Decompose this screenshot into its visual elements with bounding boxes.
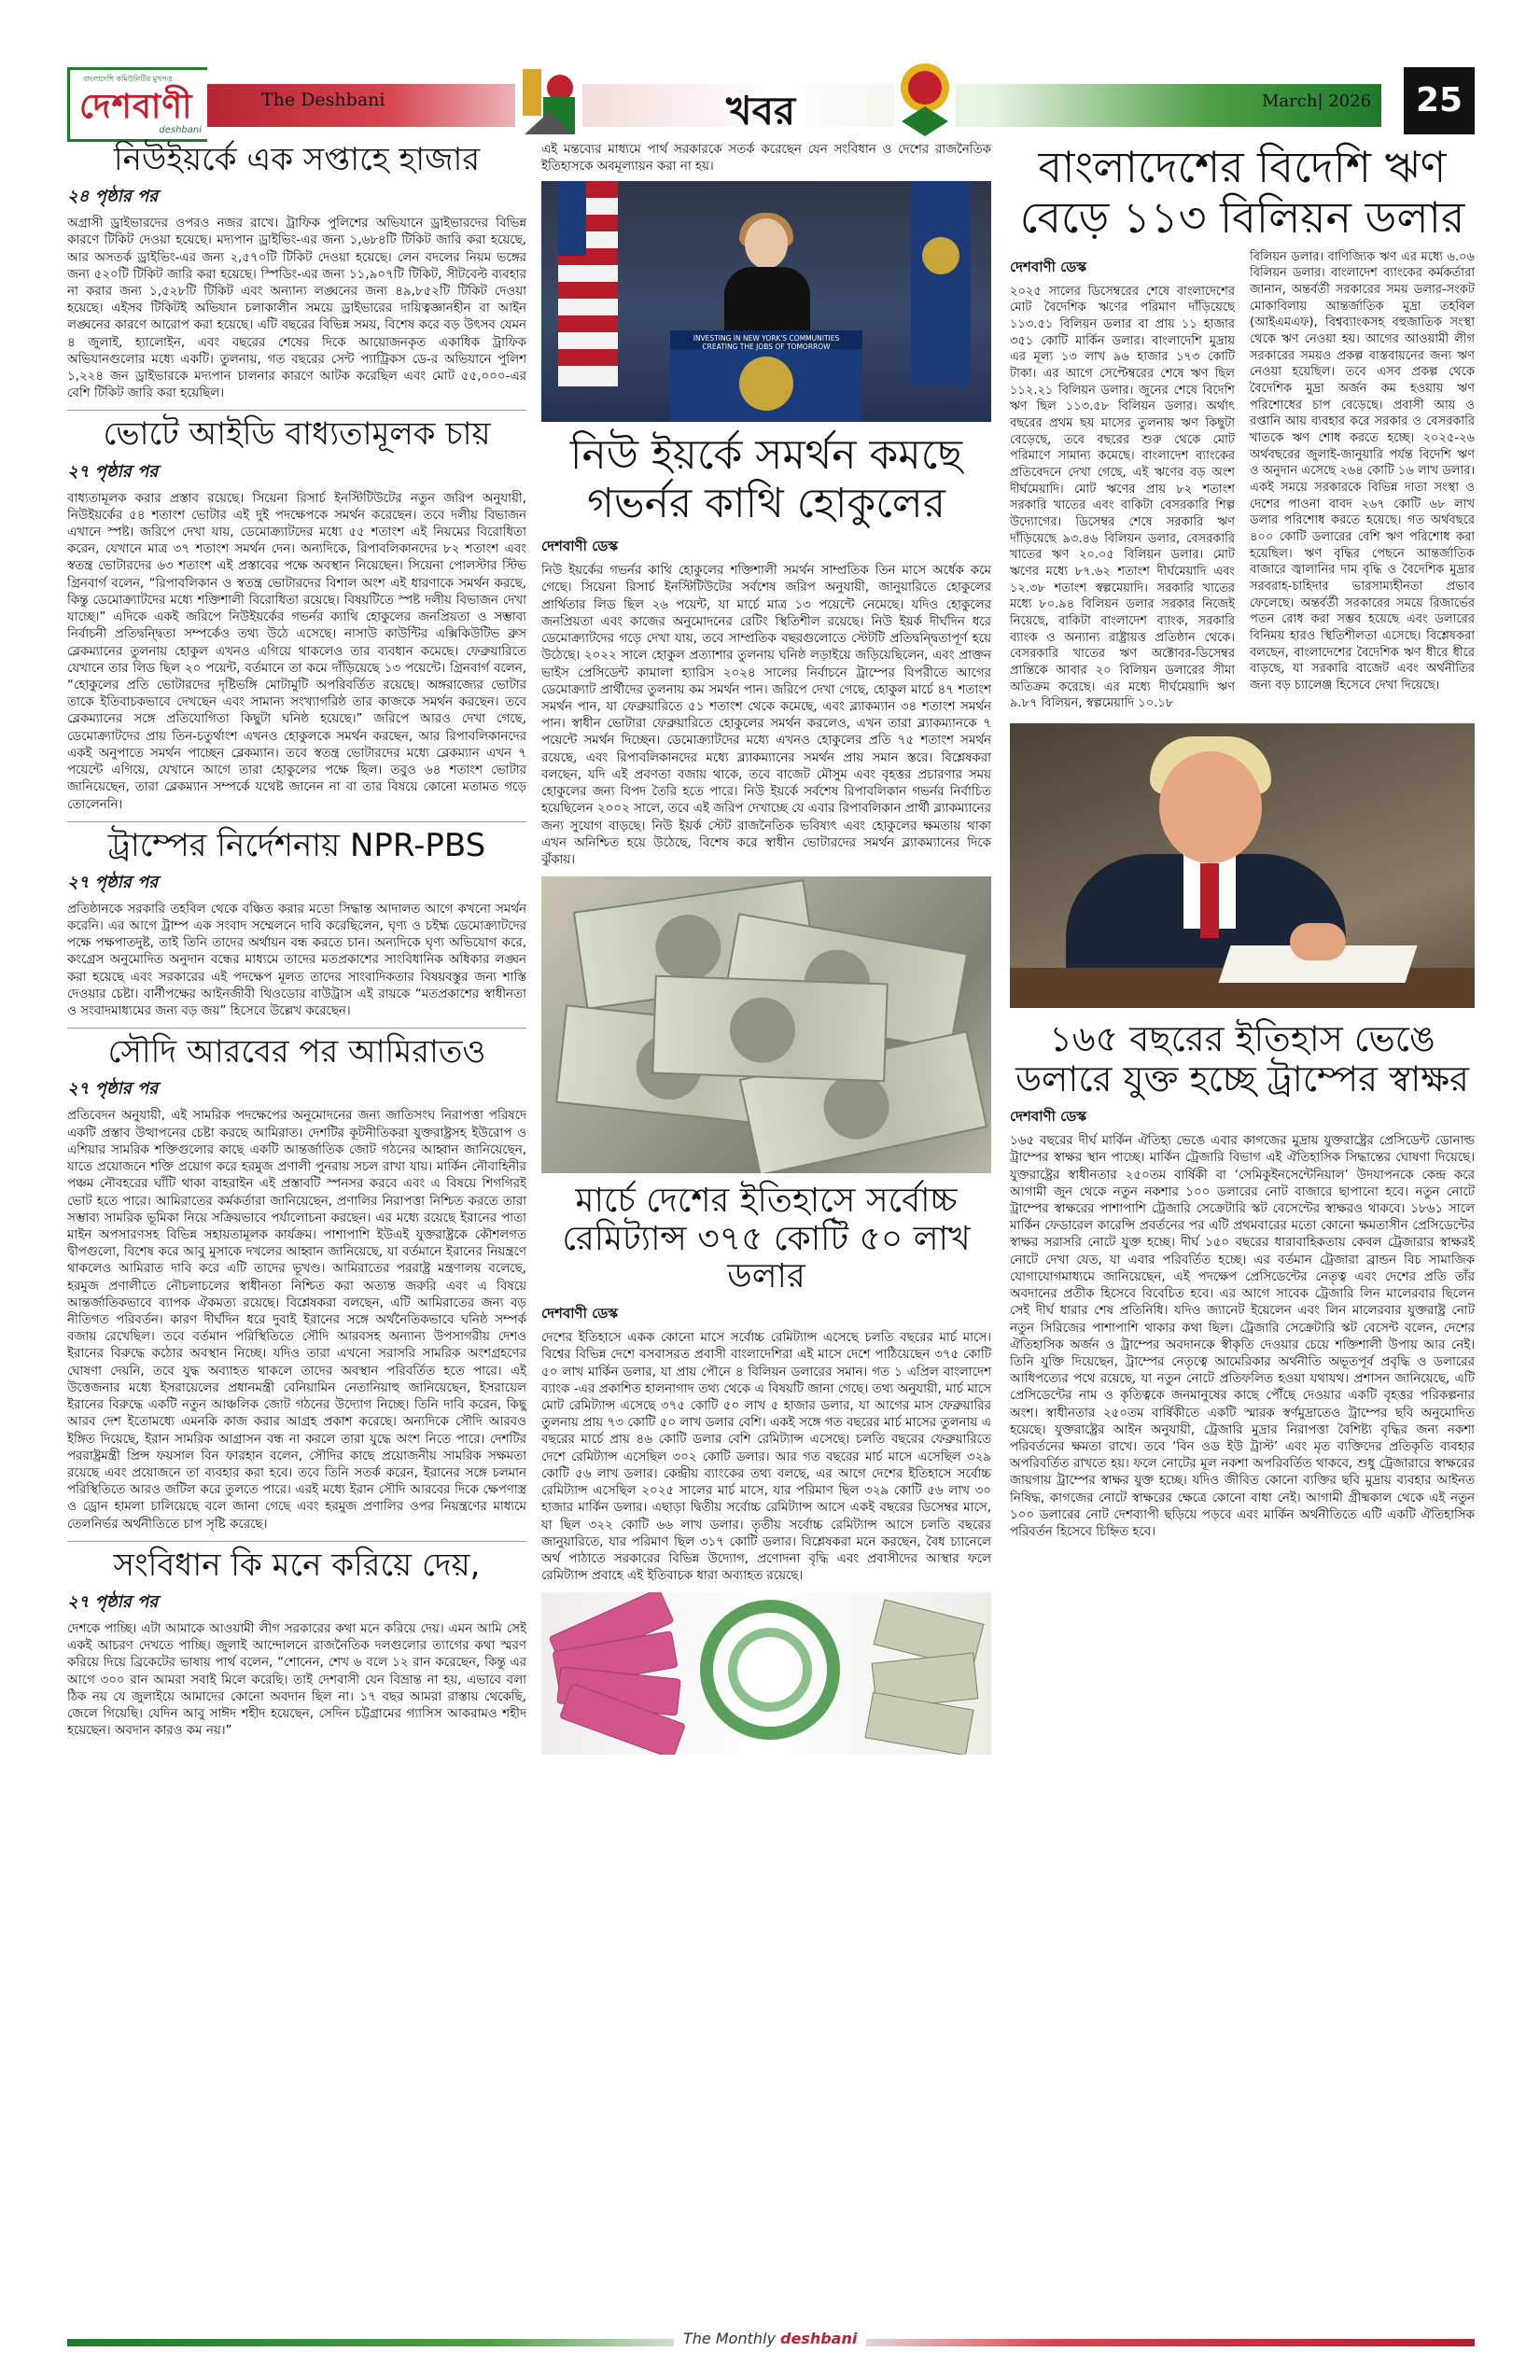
article-remittance — [541, 1183, 991, 1585]
divider — [67, 821, 526, 822]
article-body: দেশের ইতিহাসে একক কোনো মাসে সর্বোচ্চ রেমিট্যান্স এসেছে চলতি বছরের মার্চ মাসে। বিশ্বের বিভিন্ন দেশে বসবাসরত প্রবাসী বাংলাদেশিরা এই মাসে দেশে পাঠিয়েছেন ৩৭৫ কোটি ৫০ লাখ মার্কিন ডলার, যা প্রায় পৌনে ৪ বিলিয়ন ডলারের সমান। গত ১ এপ্রিল বাংলাদেশ ব্যাংক -এর প্রকাশিত হালনাগাদ তথ্য থেকে এ বিষয়টি জানা গেছে। তথ্য অনুযায়ী, মার্চ মাসে মোট রেমিট্যান্স এসেছে ৩৭৫ কোটি ৫০ লাখ ৫ হাজার ডলার, যা আগের মাস ফেব্রুয়ারির তুলনায় প্রায় ৭৩ কোটি ৫০ লাখ ডলার বেশি। একই সঙ্গে গত বছরের মার্চ মাসের তুলনায় এ বছরের মার্চে প্রায় ৪৬ কোটি ডলার বেশি রেমিট্যান্স এসেছে। চলতি বছরের ফেব্রুয়ারিতে দেশে রেমিট্যান্স এসেছিল ৩০২ কোটি ডলার। আর গত বছরের মার্চ মাসে এসেছিল ৩২৯ কোটি ৫৬ লাখ ডলার। কেন্দ্রীয় ব্যাংকের তথ্য বলছে, এর আগে দেশের ইতিহাসে সর্বোচ্চ রেমিট্যান্স এসেছিল ২০২৫ সালের মার্চ মাসে, যার পরিমাণ ছিল ৩২৯ কোটি ৫৬ লাখ ৩০ হাজার মার্কিন ডলার। এছাড়া দ্বিতীয় সর্বোচ্চ রেমিট্যান্স আসে একই বছরের ডিসেম্বর মাসে, যা ছিল ৩২২ কোটি ৬৬ লাখ ডলার। তৃতীয় সর্বোচ্চ রেমিট্যান্স আসে চলতি বছরের জানুয়ারিতে, যার পরিমাণ ছিল ৩১৭ কোটি ডলার। বিশ্লেষকরা মনে করছেন, বৈধ চ্যানেলে অর্থ পাঠাতে সরকারের বিভিন্ন উদ্যোগ, প্রণোদনা বৃদ্ধি এবং প্রবাসীদের আস্থার ফলে রেমিট্যান্স প্রবাহে এই ইতিবাচক ধারা অব্যাহত রয়েছে। — [541, 1331, 991, 1584]
dollar-note — [864, 1692, 973, 1755]
divider — [67, 1541, 526, 1542]
byline: দেশবাণী ডেস্ক — [1010, 258, 1087, 275]
article-trump-signature — [1010, 1019, 1475, 1541]
article-body: অগ্রাসী ড্রাইভারদের ওপরও নজর রাখে। ট্রাফিক পুলিশের অভিযানে ড্রাইভারদের বিভিন্ন কারণে টিকিট দেওয়া হয়েছে। মদ্যপান ড্রাইভিং-এর জন্য ১,৬৮৪টি টিকিট জারি করা হয়েছে, আর অসতর্ক ড্রাইভিং-এর জন্য ২,৫৭০টি টিকিট দেওয়া হয়েছে। লেন বদলের নিয়ম ভঙ্গের জন্য ৫২০টি টিকিট জারি করা হয়েছে। স্পিডিং-এর জন্য ১১,৯০৭টি টিকিট, সীটবেল্ট ব্যবহার না করার জন্য ১,৫২৮টি টিকিট এবং অন্যান্য লঙ্ঘনের জন্য ৪৯,৮৫২টি টিকিট দেওয়া হয়েছে। এইসব টিকিটই অভিযান চলাকালীন সময়ে ড্রাইভারের দায়িত্বজ্ঞানহীন বা আইন লঙ্ঘনের কারণে আরোপ করা হয়েছে। এটি বছরের বিভিন্ন সময়, বিশেষ করে বড় উৎসব যেমন ৪ জুলাই, হ্যালোইন, এবং বছরের শেষের দিকে আয়োজনকৃত একাধিক ট্রাফিক অভিযানগুলোর মধ্যে একটি। তুলনায়, গত বছরের সেন্ট প্যাট্রিকস ডে-র অভিযানে পুলিশ ১,২২৪ জন ড্রাইভারকে মদ্যপান চালনার কারণে আটক করেছিল এবং মোট ৫৫,০০০-এর বেশি টিকিট জারি করা হয়েছিল। — [67, 217, 526, 401]
article-foreign-debt — [1010, 142, 1475, 712]
hand — [1290, 923, 1346, 960]
article-npr-pbs — [67, 828, 526, 1021]
article-body: ১৬৫ বছরের দীর্ঘ মার্কিন ঐতিহ্য ভেঙে এবার কাগজের মুদ্রায় যুক্তরাষ্ট্রের প্রেসিডেন্ট ডোনাল্ড ট্রাম্পের স্বাক্ষর স্থান পাচ্ছে। মার্কিন ট্রেজারি বিভাগ এই ঐতিহাসিক সিদ্ধান্তের ঘোষণা দিয়েছে। যুক্তরাষ্ট্রের স্বাধীনতার ২৫০তম বার্ষিকী বা ‘সেমিকুইনসেন্টেনিয়াল’ উদযাপনকে কেন্দ্র করে আগামী জুন থেকে নতুন নকশার ১০০ ডলারের নোট বাজারে ছাপানো হবে। নতুন নোটে ট্রাম্পের স্বাক্ষরের পাশাপাশি ট্রেজারি সেক্রেটারি স্কট বেসেন্টের স্বাক্ষরও থাকবে। ১৮৬১ সালে মার্কিন ফেডারেল কারেন্সি প্রবর্তনের পর এটি প্রথমবারের মতো কোনো ক্ষমতাসীন প্রেসিডেন্টের স্বাক্ষর সরাসরি নোটে যুক্ত হচ্ছে। দীর্ঘ ১৫০ বছরের ধারাবাহিকতায় কেবল ট্রেজারার স্বাক্ষরই নোটে দেখা যেত, যা এবার পরিবর্তিত হচ্ছে। এর বর্তমান ট্রেজারা ব্রান্ডন বিচ সামাজিক যোগাযোগমাধ্যমে জানিয়েছেন, এই পদক্ষেপ প্রেসিডেন্টের নেতৃত্ব এবং দেশের প্রতি তাঁর অবদানের প্রতীক হিসেবে বিবেচিত হবে। এর আগে সাবেক ট্রেজারি লিন মালেরবার ছিলেন সেই দীর্ঘ ধারার শেষ প্রতিনিধি। যদিও জ্যানেট ইয়েলেন এবং লিন মালেরবার যুক্তরাষ্ট্র নোট নতুন সিরিজের পাশাপাশি থাকার কথা ছিল। ট্রেজারি সেক্রেটারি স্কট বেসেন্ট বলেন, দেশের ঐতিহাসিক অর্জন ও ট্রাম্পের অবদানকে স্বীকৃতি দেওয়ার চেয়ে শক্তিশালী উপায় আর নেই। তিনি যুক্তি দিয়েছেন, ট্রাম্পের নেতৃত্বে আমেরিকার অর্থনীতি অভূতপূর্ব প্রবৃদ্ধি ও ডলারের আধিপত্যের পথে রয়েছে, যা নতুন নোটে প্রতিফলিত হওয়া যথাযথ। প্রশাসন জানিয়েছে, এটি প্রেসিডেন্টের নাম ও কৃতিত্বকে জনমানুষের কাছে পৌঁছে দেওয়ার একটি বৃহত্তর পরিকল্পনার অংশ। স্বাধীনতার ২৫০তম বার্ষিকীতে একটি স্মারক স্বর্ণমুদ্রাতেও ট্রাম্পের ছবি অনুমোদিত হয়েছে। যুক্তরাষ্ট্রের আইন অনুযায়ী, ট্রেজারি মুদ্রার নিরাপত্তা বৈশিষ্ট্য বৃদ্ধির জন্য নকশা পরিবর্তনের ক্ষমতা রাখে। তবে ‘বিন ওড ইউ ট্রাস্ট’ এবং মৃত ব্যক্তিদের প্রতিকৃতি ব্যবহার অপরিবর্তিত রাখতে হয়। ফলে নোটের মূল নকশা অপরিবর্তিত থাকবে, শুধু ট্রেজারারে স্বাক্ষরের জায়গায় ট্রাম্পের স্বাক্ষর যুক্ত হচ্ছে। যদিও জীবিত কোনো ব্যক্তির ছবি মুদ্রায় ব্যবহার আইনত নিষিদ্ধ, কাগজের নোটে স্বাক্ষরের ক্ষেত্রে কোনো বাধা নেই। আগামী গ্রীষ্মকাল থেকে এই নতুন ১০০ ডলারের নোট দেশব্যাপী ছড়িয়ে পড়বে এবং মার্কিন অর্থনীতিতে এটি একটি ঐতিহাসিক পরিবর্তন হিসেবে চিহ্নিত হবে। — [1010, 1134, 1475, 1540]
article-body-continued: বিলিয়ন ডলার। বাণিজ্যিক ঋণ এর মধ্যে ৬.০৬ বিলিয়ন ডলার। বাংলাদেশ ব্যাংকের কর্মকর্তারা জানান, অন্তর্বর্তী সরকারের সময় ডলার-সংকট মোকাবিলায় আন্তর্জাতিক মুদ্রা তহবিল (আইএমএফ), বিশ্বব্যাংকসহ বহুজাতিক সংস্থা থেকে ঋণ নেওয়া হয়। আগের আওয়ামী লীগ সরকারের সময়ও প্রকল্প বাস্তবায়নের জন্য ঋণ নেওয়া হয়েছিল। তবে এসব প্রকল্প থেকে বৈদেশিক মুদ্রা অর্জন কম হওয়ায় ঋণ পরিশোধের চাপ বেড়েছে। প্রবাসী আয় ও রপ্তানি আয় ব্যবহার করে সরকার ও বেসরকারি খাতকে ঋণ শোধ করতে হচ্ছে। ২০২৫-২৬ অর্থবছরের জুলাই-জানুয়ারি পর্যন্ত বিদেশি ঋণ ও অনুদান এসেছে ২৬৪ কোটি ১৬ লাখ ডলার। একই সময়ে সরকারকে বিভিন্ন দাতা সংস্থা ও দেশের পাওনা বাবদ ২৬৭ কোটি ৬৮ লাখ ডলার পরিশোধ করতে হয়েছে। গত অর্থবছরে ৪০০ কোটি ডলারের বেশি ঋণ পরিশোধ করা হয়েছিল। ঋণ বৃদ্ধির পেছনে আন্তর্জাতিক বাজারে জ্বালানির দাম বৃদ্ধি ও বৈদেশিক মুদ্রার সরবরাহ-চাহিদার ভারসাম্যহীনতা প্রভাব ফেলেছে। অন্তর্বর্তী সরকারের সময়ে রিজার্ভের পতন রোধ করা সম্ভব হয়েছে এবং ডলারের বিনিময় হারও স্থিতিশীলতা এসেছে। বিশ্লেষকরা বলছেন, বাংলাদেশের বৈদেশিক ঋণ ধীরে ধীরে বাড়ছে, যা সরকারি বাজেট এবং অর্থনীতির জন্য বড় চ্যালেঞ্জ হিসেবে দেখা দিয়েছে। — [1250, 249, 1475, 693]
left-column — [67, 142, 526, 1740]
divider — [67, 1028, 526, 1029]
section-title: খবর — [726, 88, 796, 133]
byline: দেশবাণী ডেস্ক — [541, 538, 619, 555]
ny-state-flag-icon — [911, 181, 971, 386]
debt-columns — [1010, 249, 1475, 712]
byline: দেশবাণী ডেস্ক — [541, 1305, 619, 1323]
lead-text: এই মন্তব্যের মাধ্যমে পার্থ সরকারকে সতর্ক করেছেন যেন সংবিধান ও দেশের রাজনৈতিক ইতিহাসকে অবমূল্যায়ন করা না হয়। — [541, 143, 991, 175]
tie — [1200, 863, 1219, 938]
speaker-head — [745, 218, 788, 269]
continued-from: ২৭ পৃষ্ঠার পর — [67, 1591, 159, 1612]
article-body: প্রতিবেদন অনুযায়ী, এই সামরিক পদক্ষেপের অনুমোদনের জন্য জাতিসংঘ নিরাপত্তা পরিষদে একটি প্রস্তাব উত্থাপনের চেষ্টা করছে আমিরাত। দেশটির কূটনীতিকরা যুক্তরাষ্ট্রসহ ইউরোপ ও এশিয়ার সামরিক শক্তিগুলোর কাছে একটি আন্তর্জাতিক জোট গঠনের আহ্বান জানিয়েছেন, যাতে প্রয়োজনে শক্তি প্রয়োগ করে হরমুজ প্রণালী পুনরায় সচল রাখা যায়। মার্কিন নৌবাহিনীর পঞ্চম নৌবহরের ঘাঁটি থাকা বাহরাইন এই প্রস্তাবটি স্পনসর করবে এবং এ বিষয়ে শিগগিরই ভোট হতে পারে। আমিরাতের কর্মকর্তারা জানিয়েছেন, প্রণালির নিরাপত্তা নিশ্চিত করতে তারা সম্ভাব্য সামরিক ভূমিকা নিয়ে সক্রিয়ভাবে পর্যালোচনা করছেন। এর মধ্যে রয়েছে ইরানের পাতা মাইন অপসারণসহ বিভিন্ন সহায়তামূলক কার্যক্রম। পাশাপাশি ইউএই যুক্তরাষ্ট্রকে কৌশলগত দ্বীপগুলো, বিশেষ করে আবু মুসাকে দখলের আহ্বান জানিয়েছে, যা বর্তমানে ইরানের নিয়ন্ত্রণে থাকলেও আমিরাত দাবি করে এটি তাদের ভূখণ্ড। আমিরাতের পররাষ্ট্র মন্ত্রণালয় বলেছে, হরমুজ প্রণালীতে নৌচলাচলের স্বাধীনতা নিশ্চিত করা অত্যন্ত জরুরি এবং এ বিষয়ে আন্তর্জাতিকভাবে ব্যাপক ঐকমত্য রয়েছে। বিশ্লেষকরা বলছেন, এটি আমিরাতের জন্য বড় নীতিগত পরিবর্তন। কারণ দীর্ঘদিন ধরে দুবাই ইরানের সঙ্গে অর্থনৈতিকভাবে ঘনিষ্ঠ সম্পর্ক বজায় রেখেছিল। তবে বর্তমান পরিস্থিতিতে সৌদি আরবসহ অন্যান্য উপসাগরীয় দেশও ইরানের বিরুদ্ধে কঠোর অবস্থান নিচ্ছে। যদিও তারা এখনো সরাসরি সামরিক অংশগ্রহণের ঘোষণা দেয়নি, তবে যুদ্ধ অব্যাহত থাকলে তাদের অবস্থান পরিবর্তিত হতে পারে। এই উত্তেজনার মধ্যে ইসরায়েলের প্রধানমন্ত্রী বেনিয়ামিন নেতানিয়াহু জানিয়েছেন, ইসরায়েল ইরানের বিরুদ্ধে একটি নতুন আঞ্চলিক জোট গঠনের উদ্যোগ নিচ্ছে। তিনি দাবি করেন, কিছু আরব দেশ ইতোমধ্যে এমনকি কাজ করার আগ্রহ প্রকাশ করেছে। অন্যদিকে সৌদি আরবও ইঙ্গিত দিয়েছে, ইরান সামরিক আগ্রাসন বন্ধ না করলে তারা যুদ্ধে অংশ নিতে পারে। দেশটির পররাষ্ট্রমন্ত্রী প্রিন্স ফয়সাল বিন ফারহান বলেন, সৌদির কাছে প্রয়োজনীয় সামরিক সক্ষমতা রয়েছে এবং প্রয়োজনে তা ব্যবহার করা হবে। তবে তিনি সতর্ক করেন, ইরানের সঙ্গে চলমান পরিস্থিতিতে আরও জটিল করে তুলতে পারে। এরই মধ্যে ইরান সৌদি আরবের দিকে ক্ষেপণাস্ত্র ও ড্রোন হামলা চালিয়েছে বলে জানা গেছে এবং হরমুজ প্রণালির ওপর নিয়ন্ত্রণের মাধ্যমে তেলনির্ভর অর্থনীতিতে চাপ সৃষ্টি করেছে। — [67, 1109, 526, 1532]
us-flag-icon — [558, 181, 618, 386]
debt-column-1 — [1010, 249, 1235, 712]
dollar-bill — [651, 975, 889, 1083]
article-title[interactable]: সংবিধান কি মনে করিয়ে দেয়, — [113, 1546, 481, 1584]
footer-text — [674, 2330, 866, 2347]
middle-column — [541, 142, 991, 1755]
trump-signing-photo[interactable] — [1010, 723, 1475, 1008]
footer-prefix: The Monthly — [683, 2330, 776, 2347]
dollar-bills-photo[interactable] — [541, 876, 991, 1173]
podium-banner-text: INVESTING IN NEW YORK'S COMMUNITIES CREATING THE JOBS OF TOMORROW — [693, 334, 840, 352]
article-body: প্রতিষ্ঠানকে সরকারি তহবিল থেকে বঞ্চিত করার মতো সিদ্ধান্ত আদালত আগে কখনো সমর্থন করেনি। এর আগে ট্রাম্প এক সংবাদ সম্মেলনে দাবি করেছিলেন, ঘৃণ্য ও চইহ্ম ডেমোক্র্যাটদের পক্ষে পক্ষপাতদুষ্ট, তাই তিনি তাদের অর্থায়ন বন্ধ করতে চান। অন্যদিকে ঘৃণ্য অভিযোগ করে, কংগ্রেস অনুমোদিত অনুদান বন্ধের মাধ্যমে তাদের মতপ্রকাশের সাংবিধানিক অধিকার লঙ্ঘন করা হয়েছে এবং সরকারের এই পদক্ষেপ মূলত তাদের সাংবাদিকতার বিষয়বস্তুর জন্য শাস্তি দেওয়ার চেষ্টা। বার্নীপক্ষের আইনজীবী থিওডোর বাউট্রাস এই রায়কে “মতপ্রকাশের স্বাধীনতা ও সংবাদমাধ্যমের জন্য বড় জয়” হিসেবে উল্লেখ করেছেন। — [67, 902, 526, 1019]
continued-from: ২৭ পৃষ্ঠার পর — [67, 1079, 159, 1099]
article-title[interactable]: সৌদি আরবের পর আমিরাতও — [107, 1033, 486, 1071]
footer-brand: deshbani — [780, 2330, 858, 2347]
head — [1159, 751, 1262, 863]
right-column — [1010, 142, 1475, 1541]
continued-from: ২৪ পৃষ্ঠার পর — [67, 187, 159, 207]
divider — [67, 410, 526, 411]
byline: দেশবাণী ডেস্ক — [1010, 1108, 1087, 1126]
article-title[interactable]: বাংলাদেশের বিদেশি ঋণ বেড়ে ১১৩ বিলিয়ন ডলার — [1019, 142, 1465, 244]
article-title[interactable]: ১৬৫ বছরের ইতিহাস ভেঙে ডলারে যুক্ত হচ্ছে ট্রাম্পের স্বাক্ষর — [1015, 1018, 1469, 1099]
article-title[interactable]: নিউ ইয়র্কে সমর্থন কমছে গভর্নর কাথি হোকুলের — [569, 431, 963, 528]
article-body: ২০২৫ সালের ডিসেম্বরের শেষে বাংলাদেশের মোট বৈদেশিক ঋণের পরিমাণ দাঁড়িয়েছে ১১৩.৫১ বিলিয়ন ডলার বা প্রায় ১১ হাজার ৩৫১ কোটি মার্কিন ডলার। বাংলাদেশি মুদ্রায় এর মূল্য ১৩ লাখ ৯৬ হাজার ১৭৩ কোটি টাকা। এর আগে সেপ্টেম্বরের শেষে ঋণ ছিল ১১২.২১ বিলিয়ন ডলার। জুনের শেষে বিদেশি ঋণ ছিল ১১৩.৫৮ বিলিয়ন ডলার। অর্থাৎ বছরের প্রথম ছয় মাসের তুলনায় ঋণ কিছুটা বেড়েছে, তবে বছরের শুরু থেকে মোট পরিমাণে সামান্য কমেছে। বাংলাদেশ ব্যাংকের প্রতিবেদনে দেখা গেছে, এই ঋণের বড় অংশ দীর্ঘমেয়াদি। মোট ঋণের প্রায় ৮২ শতাংশ সরকারি খাতের এবং বাকিটা বেসরকারি শিল্প উদ্যোগের। ডিসেম্বর শেষে সরকারি ঋণ দাঁড়িয়েছে ৯৩.৪৬ বিলিয়ন ডলার, বেসরকারি খাতের ঋণ ২০.০৫ বিলিয়ন ডলার। মোট ঋণের মধ্যে ৮৭.৬২ শতাংশ দীর্ঘমেয়াদি এবং ১২.৩৮ শতাংশ স্বল্পমেয়াদি। সরকারি খাতের মধ্যে ৮০.৯৪ বিলিয়ন ডলার সরকার নিজেই নিয়েছে, বাকিটা বাংলাদেশ ব্যাংক, সরকারি ব্যাংক ও অন্যান্য রাষ্ট্রায়ত্ত প্রতিষ্ঠান থেকে। বেসরকারি খাতের ঋণ অক্টোবর-ডিসেম্বর প্রান্তিকে আবার ২০ বিলিয়ন ডলারের সীমা অতিক্রম করেছে। এর মধ্যে দীর্ঘমেয়াদি ঋণ ৯.৮৭ বিলিয়ন, স্বল্পমেয়াদি ১০.১৮ — [1010, 284, 1235, 711]
independence-emblem-icon — [515, 60, 582, 144]
article-body: দেশকে পাচ্ছি। এটা আমাকে আওয়ামী লীগ সরকারের কথা মনে করিয়ে দেয়। এমন আমি সেই একই আচরণ দেখতে পাচ্ছি। জুলাই আন্দোলনে রাজনৈতিক দলগুলোর ত্যাগের কথা স্মরণ করিয়ে দিয়ে ব্রিকেটের ভাষায় পার্থ বলেন, “শোনেন, শেখ ৬ বলে ১২ রান করেছেন, কিন্তু এর আগে ৩০০ রান আমরা সবাই মিলে করেছি। তাই দেশবাসী যেন বিভ্রান্ত না হয়, এভাবে বলা ঠিক নয় যে জুলাইয়ে আমাদের কোনো অবদান ছিল না। ১৭ বছর আমরা রাস্তায় থেকেছি, জেলে গিয়েছি। যেদিন আবু সাঈদ শহীদ হয়েছেন, সেদিন চট্টগ্রামের গ্যাসিস আকরামও শহীদ হয়েছেন। অবদান কারও কম নয়।” — [67, 1621, 526, 1739]
article-uae — [67, 1034, 526, 1533]
debt-column-2 — [1250, 249, 1475, 712]
logo-text: দেশবাণী — [79, 87, 193, 126]
hochul-photo[interactable] — [541, 181, 991, 422]
logo-sub: deshbani — [159, 125, 202, 135]
bank-logo-inner — [728, 1628, 812, 1712]
issue-date: March| 2026 — [1262, 91, 1372, 111]
article-title[interactable]: মার্চে দেশের ইতিহাসে সর্বোচ্চ রেমিট্যান্স ৩৭৫ কোটি ৫০ লাখ ডলার — [562, 1182, 971, 1295]
logo[interactable] — [67, 67, 207, 142]
paper-name: The Deshbani — [261, 90, 385, 110]
remittance-photo[interactable] — [541, 1592, 991, 1755]
article-constitution — [67, 1547, 526, 1741]
article-nyc-tickets — [67, 142, 526, 402]
footer — [67, 2330, 1475, 2350]
continued-from: ২৭ পৃষ্ঠার পর — [67, 872, 159, 892]
article-title[interactable]: ট্রাম্পের নির্দেশনায় NPR-PBS — [107, 826, 486, 864]
new-year-emblem-icon — [894, 56, 956, 138]
article-body: নিউ ইয়র্কের গভর্নর কাথি হোকুলের শক্তিশালী সমর্থন সাম্প্রতিক তিন মাসে অর্ধেক কমে গেছে। সিয়েনা রিসার্চ ইনস্টিটিউটের সর্বশেষ জরিপ অনুযায়ী, জানুয়ারিতে হোকুলের প্রার্থিতার লিড ছিল ২৬ পয়েন্ট, যা মার্চে মাত্র ১৩ পয়েন্টে নেমেছে। যদিও হোকুলের জনপ্রিয়তা এবং কাজের অনুমোদনের রেটিং স্থিতিশীল রয়েছে। নিউ ইয়র্ক দীর্ঘদিন ধরে ডেমোক্র্যাটদের গড়ে দেখা যায়, তবে সাম্প্রতিক বছরগুলোতে স্টেটটি প্রতিদ্বন্দ্বিতাপূর্ণ হয়ে উঠেছে। ২০২২ সালে হোকুল প্রত্যাশার তুলনায় ঘনিষ্ঠ লড়াইয়ে জড়িয়েছিলেন, এবং প্রাক্তন ভাইস প্রেসিডেন্ট কামালা হ্যারিস ২০২৪ সালের নির্বাচনে ট্রাম্পের বিপরীতে আগের ডেমোক্র্যাট প্রার্থীদের তুলনায় কম সমর্থন পান। জরিপে দেখা গেছে, হোকুল মার্চে ৪৭ শতাংশ সমর্থন পান, যা ফেব্রুয়ারিতে ৫১ শতাংশ থেকে কমেছে, এবং ব্ল্যাকম্যান ৩৪ শতাংশ সমর্থন পান। স্বাধীন ভোটারা ফেব্রুয়ারিতে হোকুলের সমর্থন করলেও, এখন তারা ব্ল্যাকম্যানকে ৭ পয়েন্টে সমর্থন দিচ্ছেন। ডেমোক্র্যাটদের মধ্যে এখনও হোকুলের প্রতি ৭৫ শতাংশ সমর্থন রয়েছে, এবং রিপাবলিকানদের মধ্যে ব্ল্যাকম্যানের সমর্থন প্রায় সমান স্তরে। বিশ্লেষকরা বলছেন, যদি এই প্রবণতা বজায় থাকে, তবে বাজেট মৌসুম এবং বৃহত্তর প্রচারণার সময় হোকুলের জন্য বিপদ তৈরি হতে পারে। নিউ ইয়র্কে সর্বশেষ রিপাবলিকান গভর্নর নির্বাচিত হয়েছিলেন ২০০২ সালে, তবে এই জরিপ দেখাচ্ছে যে এবার রিপাবলিকান প্রার্থী ব্ল্যাকম্যানের জন্য সুযোগ বাড়ছে। নিউ ইয়র্ক স্টেট রাজনৈতিক ভবিষ্যৎ এবং হোকুলের ক্ষমতায় থাকা এখন অনিশ্চিত হয়ে উঠেছে, বিশেষ করে স্বাধীন ভোটারদের সমর্থন ব্ল্যাকম্যানের দিকে ঝুঁকায়। — [541, 564, 991, 867]
logo-tagline: বাংলাদেশি কমিউনিটির মুখপত্র — [83, 75, 173, 83]
masthead — [67, 67, 1475, 142]
article-title[interactable]: নিউইয়র্কে এক সপ্তাহে হাজার — [113, 141, 481, 178]
article-body: বাধ্যতামূলক করার প্রস্তাব রয়েছে। সিয়েনা রিসার্চ ইনস্টিটিউটের নতুন জরিপ অনুযায়ী, নিউইয়র্কের ৫৪ শতাংশ ভোটার এই দুই পদক্ষেপকে সমর্থন করেছেন। তবে দলীয় বিভাজন এখানে স্পষ্ট। জরিপে দেখা যায়, ডেমোক্র্যাটদের মধ্যে ৫৫ শতাংশ এই নিয়মের বিরোধিতা করেন, যেখানে মাত্র ৩৭ শতাংশ সমর্থন দেন। অন্যদিকে, রিপাবলিকানদের ৮২ শতাংশ এবং স্বতন্ত্র ভোটারদের ৬৩ শতাংশ এই প্রস্তাবের পক্ষে অবস্থান নিয়েছেন। সিয়েনা পোলস্টার স্টিভ গ্রিনবার্গ বলেন, “রিপাবলিকান ও স্বতন্ত্র ভোটারদের বিশাল অংশ এই ধারণাকে সমর্থন করছে, কিন্তু ডেমোক্র্যাটদের মধ্যে শক্তিশালী বিরোধিতা রয়েছে। বিষয়টিতে স্পষ্ট দলীয় বিভাজন দেখা যাচ্ছে।” এদিকে একই জরিপে নিউইয়র্কের গভর্নর ক্যাথি হোকুলের জনপ্রিয়তা ও সম্ভাব্য নির্বাচনী প্রতিদ্বন্দ্বিতা সম্পর্কেও তথ্য উঠে এসেছে। নাসাউ কাউন্টির এক্সিকিউটিভ ব্রুস ব্লেকম্যানের তুলনায় হোকুল এখনও এগিয়ে থাকলেও তার ব্যবধান কমেছে। ফেব্রুয়ারিতে যেখানে তার লিড ছিল ২০ পয়েন্ট, বর্তমানে তা কমে দাঁড়িয়েছে ১৩ পয়েন্টে। গ্রিনবার্গ বলেন, “হোকুলের প্রতি ভোটারদের দৃষ্টিভঙ্গি মোটামুটি অপরিবর্তিত রয়েছে। অঙ্গরাজ্যের ভোটার তাকে ইতিবাচকভাবে দেখছেন এবং সামান্য সংখ্যাগরিষ্ঠ তার কাজকে সমর্থন করছেন। তবে ব্লেকম্যানের সঙ্গে প্রতিযোগিতা কিছুটা ঘনিষ্ঠ হয়েছে।” জরিপে আরও দেখা গেছে, ডেমোক্র্যাটদের প্রায় তিন-চতুর্থাংশ এখনও হোকুলকে সমর্থন করছেন, আর রিপাবলিকানদের একই অনুপাতে সমর্থন পাচ্ছেন ব্লেকম্যান। তবে স্বতন্ত্র ভোটারদের মধ্যে ব্লেকম্যান এখন ৭ পয়েন্টে এগিয়ে, যেখানে আগে তারা হোকুলের পক্ষে ছিল। তবুও ৬৪ শতাংশ ভোটার জানিয়েছেন, তারা ব্লেকম্যান সম্পর্কে যথেষ্ট জানেন না বা তার বিষয়ে কোনো মতামত গড়ে তোলেননি। — [67, 491, 526, 812]
continued-from: ২৭ পৃষ্ঠার পর — [67, 461, 159, 482]
article-title[interactable]: ভোটে আইডি বাধ্যতামূলক চায় — [103, 415, 491, 454]
article-hochul — [541, 431, 991, 869]
article-voter-id — [67, 416, 526, 813]
page-number: 25 — [1404, 67, 1475, 134]
